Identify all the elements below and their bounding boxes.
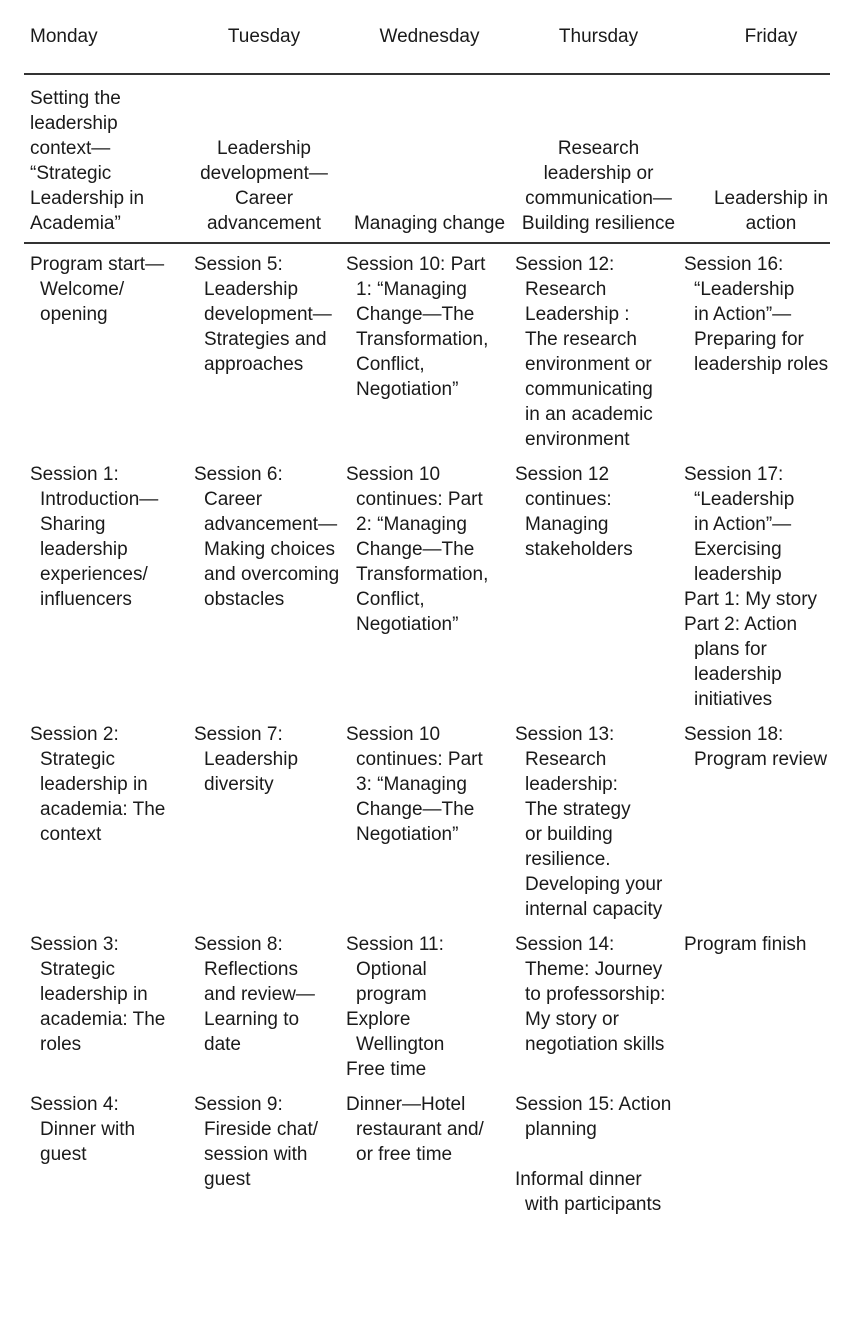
header-friday: [684, 0, 860, 72]
session-cell-monday: [0, 922, 184, 1082]
session-entry: Session 9: Fireside chat/ session with guest: [194, 1094, 319, 1190]
session-entry: Program finish: [684, 934, 807, 955]
session-entry: Session 17: “Leadership in Action”— Exercising leadership: [684, 464, 795, 585]
theme-text: Managing change: [353, 213, 506, 234]
session-entry: Session 13: Research leadership: The strategy or building resilience. Developing your internal capacity: [515, 724, 663, 920]
theme-wednesday: [346, 72, 515, 242]
session-cell-thursday: [515, 242, 684, 452]
session-cell-wednesday: [346, 242, 515, 452]
session-cell-thursday: [515, 712, 684, 922]
header-wednesday: [346, 0, 515, 72]
session-entry: Session 15: Action planning: [515, 1094, 672, 1140]
session-entry: Part 1: My story: [684, 589, 818, 610]
session-entry: Part 2: Action plans for leadership initiatives: [684, 614, 798, 710]
theme-thursday: [515, 72, 684, 242]
session-entry: Session 14: Theme: Journey to professorship: My story or negotiation skills: [515, 934, 666, 1055]
session-cell-tuesday: [184, 452, 346, 712]
session-entry: Session 4: Dinner with guest: [30, 1094, 136, 1165]
session-entry: Session 12: Research Leadership : The research environment or communicating in an academic environment: [515, 254, 653, 450]
session-entry: Session 6: Career advancement— Making choices and overcoming obstacles: [194, 464, 340, 610]
header-label: Wednesday: [379, 25, 480, 47]
session-entry: Informal dinner with participants: [515, 1169, 662, 1215]
theme-text: Leadership development— Career advancement: [200, 138, 328, 234]
session-entry: Session 10: Part 1: “Managing Change—The Transformation, Conflict, Negotiation”: [346, 254, 489, 400]
session-entry: Session 16: “Leadership in Action”— Preparing for leadership roles: [684, 254, 829, 375]
session-entry: Session 10 continues: Part 3: “Managing Change—The Negotiation”: [346, 724, 483, 845]
session-entry: Session 18: Program review: [684, 724, 828, 770]
theme-text: Leadership in action: [713, 188, 829, 234]
session-cell-wednesday: [346, 712, 515, 922]
session-cell-friday: [684, 242, 860, 452]
session-cell-wednesday: [346, 1082, 515, 1217]
header-label: Friday: [744, 25, 798, 47]
session-cell-monday: [0, 452, 184, 712]
theme-friday: [684, 72, 860, 242]
theme-tuesday: [184, 72, 346, 242]
session-cell-friday: [684, 922, 860, 1082]
session-cell-monday: [0, 242, 184, 452]
session-entry: [515, 1142, 682, 1167]
session-entry: Session 3: Strategic leadership in academia: The roles: [30, 934, 166, 1055]
session-entry: Session 5: Leadership development— Strategies and approaches: [194, 254, 332, 375]
session-cell-friday: [684, 452, 860, 712]
session-entry: Session 12 continues: Managing stakeholders: [515, 464, 633, 560]
header-label: Tuesday: [227, 25, 301, 47]
session-entry: Dinner—Hotel restaurant and/ or free time: [346, 1094, 484, 1165]
session-entry: Program start— Welcome/ opening: [30, 254, 165, 325]
session-entry: Session 1: Introduction— Sharing leadership experiences/ influencers: [30, 464, 159, 610]
session-entry: Session 8: Reflections and review— Learning to date: [194, 934, 315, 1055]
session-cell-friday: [684, 712, 860, 922]
session-cell-thursday: [515, 452, 684, 712]
header-label: Monday: [30, 25, 98, 47]
session-entry: Free time: [346, 1059, 427, 1080]
theme-text: Research leadership or communication— Building resilience: [521, 138, 676, 234]
session-entry: Session 10 continues: Part 2: “Managing Change—The Transformation, Conflict, Negotiation”: [346, 464, 489, 635]
session-cell-wednesday: [346, 452, 515, 712]
session-cell-tuesday: [184, 1082, 346, 1217]
session-cell-thursday: [515, 1082, 684, 1217]
session-entry: Session 7: Leadership diversity: [194, 724, 299, 795]
session-cell-monday: [0, 712, 184, 922]
session-cell-wednesday: [346, 922, 515, 1082]
session-entry: Session 2: Strategic leadership in academia: The context: [30, 724, 166, 845]
session-cell-tuesday: [184, 712, 346, 922]
session-cell-monday: [0, 1082, 184, 1217]
session-cell-friday: [684, 1082, 860, 1217]
session-cell-tuesday: [184, 242, 346, 452]
session-entry: Session 11: Optional program: [346, 934, 444, 1005]
session-entry: Explore Wellington: [346, 1009, 445, 1055]
header-tuesday: [184, 0, 346, 72]
theme-text: Setting the leadership context— “Strategic Leadership in Academia”: [30, 88, 145, 234]
theme-monday: [0, 72, 184, 242]
header-monday: [0, 0, 184, 72]
header-label: Thursday: [558, 25, 639, 47]
session-cell-tuesday: [184, 922, 346, 1082]
header-thursday: [515, 0, 684, 72]
session-cell-thursday: [515, 922, 684, 1082]
